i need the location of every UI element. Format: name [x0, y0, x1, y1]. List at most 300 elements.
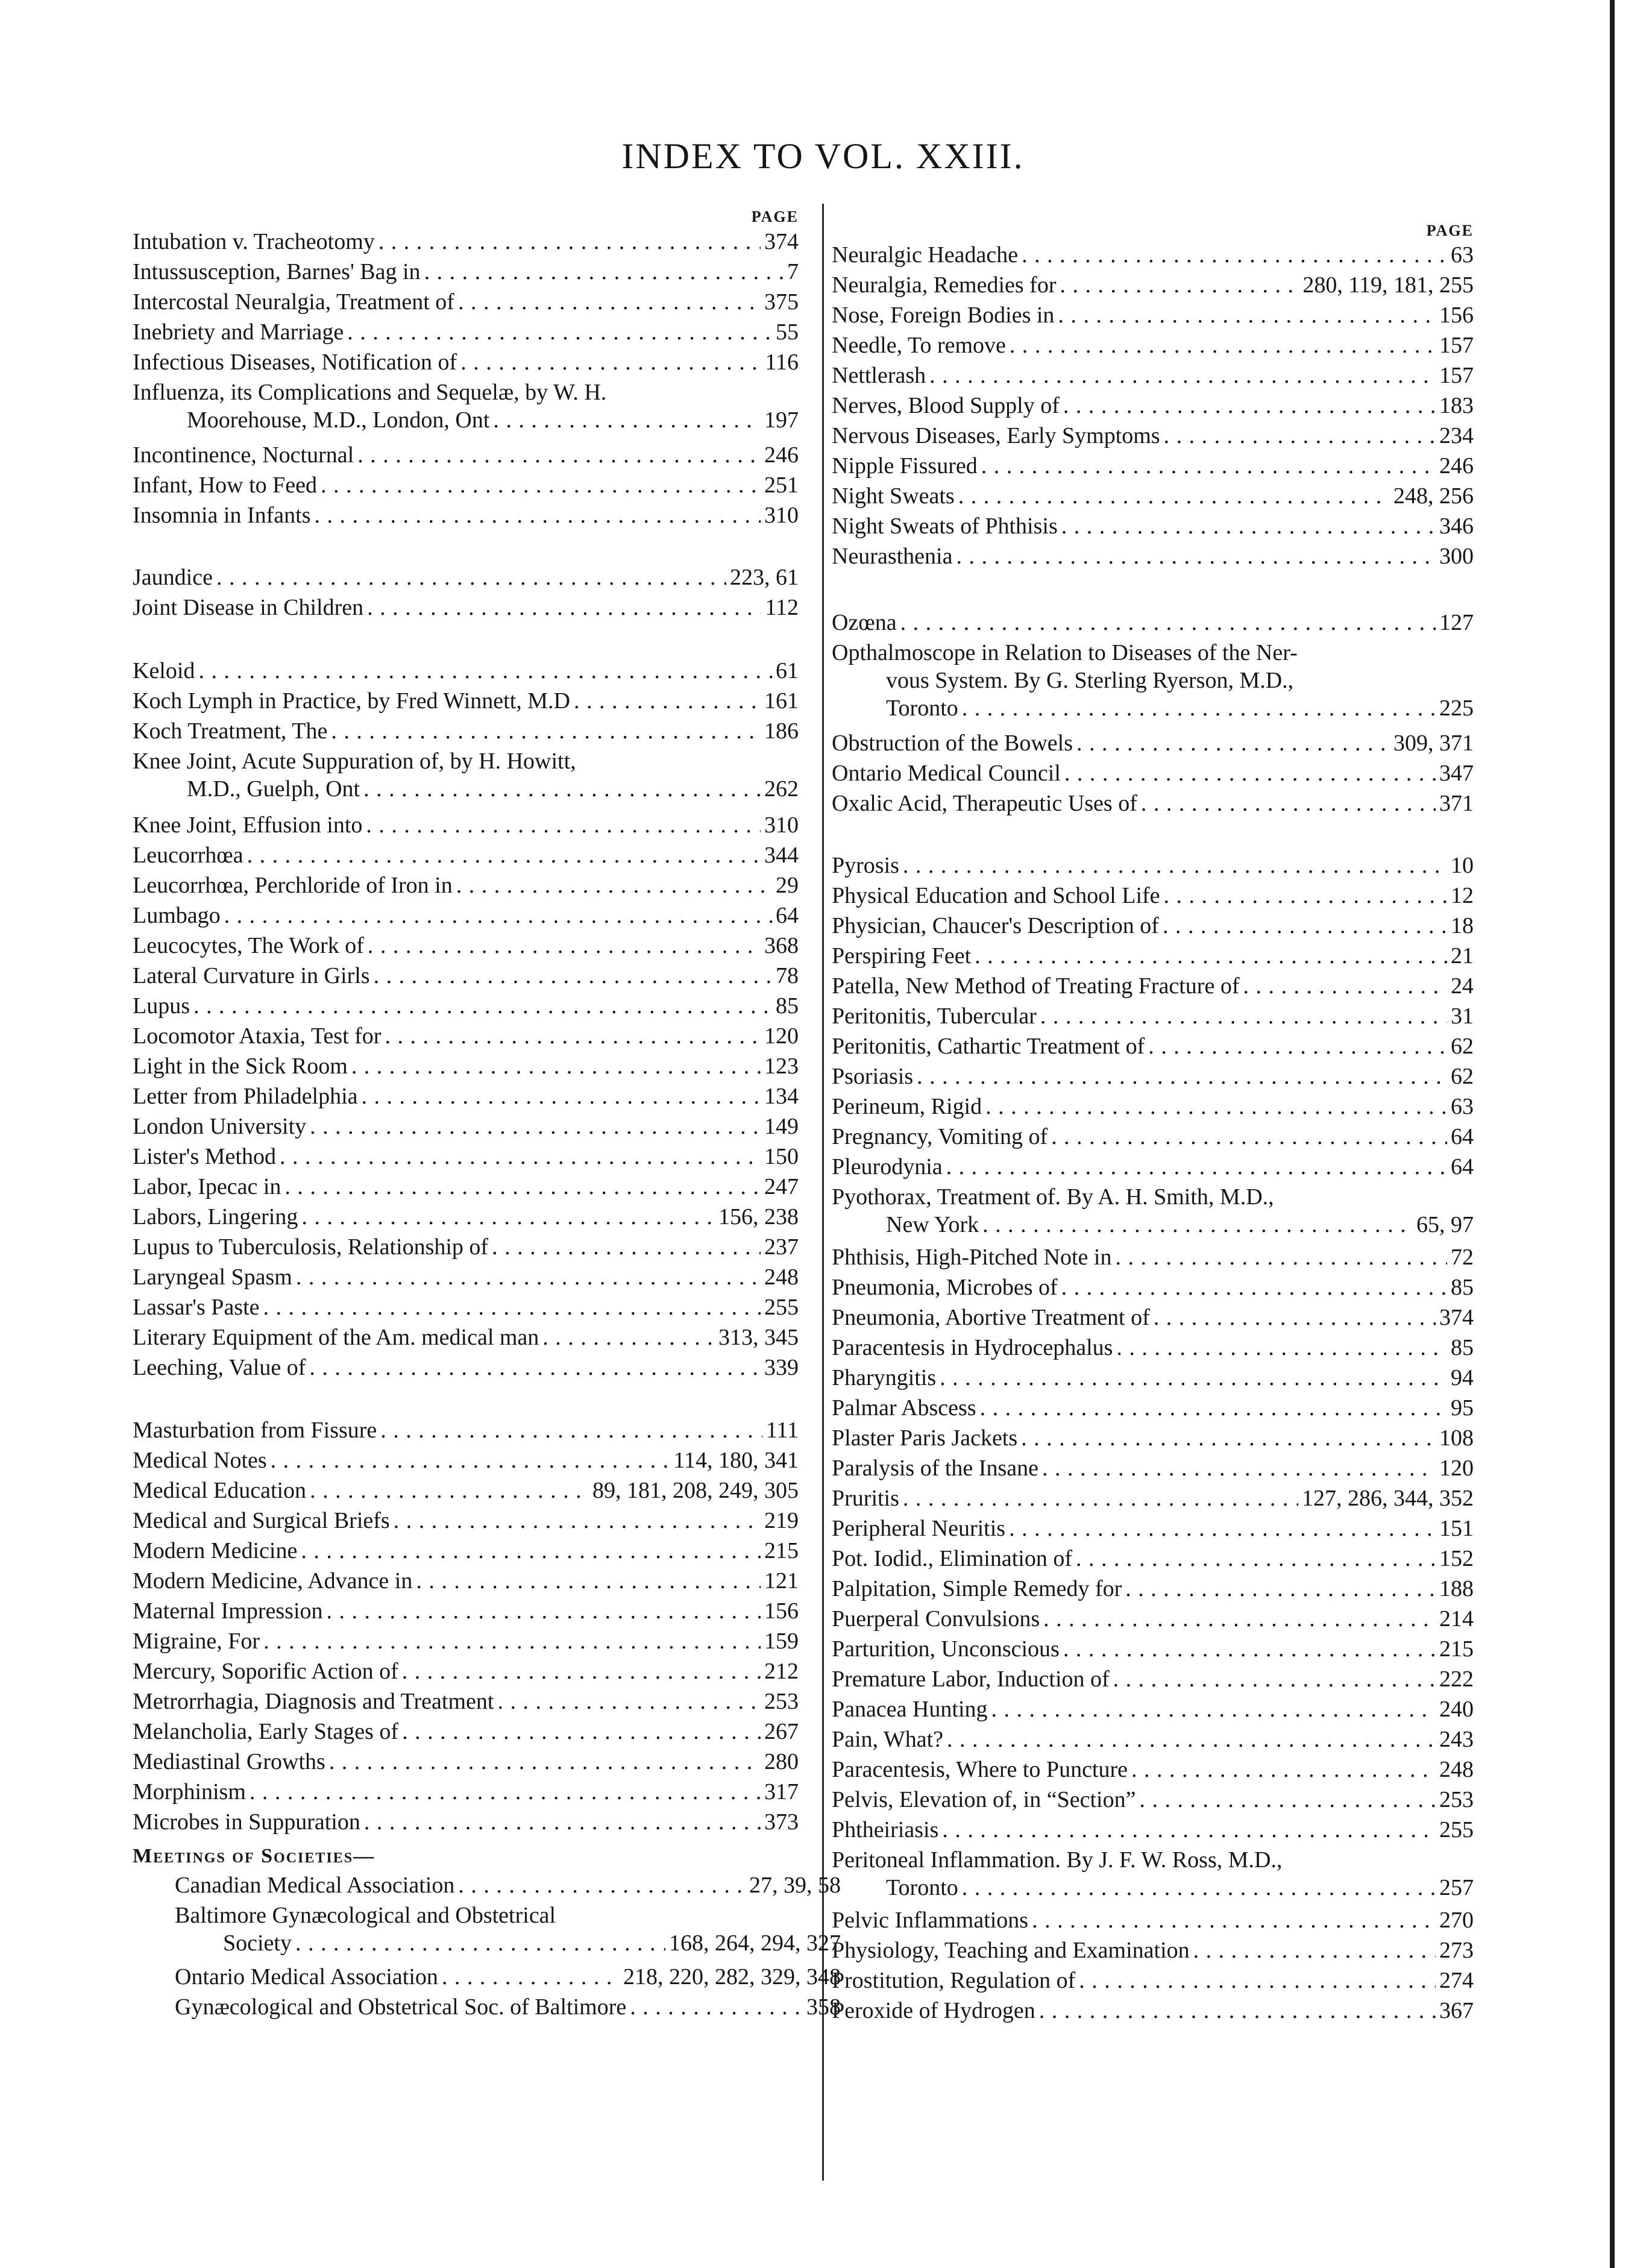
index-entry-label: Morphinism: [133, 1779, 246, 1805]
index-entry-page: 27, 39, 58: [749, 1873, 841, 1898]
index-entry-label: Ozœna: [832, 610, 897, 635]
leader-dots: [458, 288, 761, 316]
index-entry-label: Pyrosis: [832, 853, 899, 878]
index-entry-page: 358: [806, 1994, 841, 2020]
leader-dots: [1022, 241, 1447, 269]
leader-dots: [379, 228, 761, 256]
index-entry-page: 120: [764, 1023, 799, 1049]
leader-dots: [271, 1447, 670, 1474]
index-entry-page: 240: [1439, 1697, 1474, 1722]
index-entry-page: 29: [776, 873, 799, 898]
leader-dots: [198, 657, 772, 685]
index-entry-label: Letter from Philadelphia: [133, 1084, 358, 1109]
index-entry: [832, 1665, 1474, 1693]
index-entry: [832, 1243, 1474, 1271]
index-entry: [832, 882, 1474, 909]
index-entry: [133, 441, 799, 469]
leader-dots: [980, 1394, 1447, 1422]
index-entry-page: 251: [764, 473, 799, 498]
index-entry: [832, 609, 1474, 636]
index-entry: [832, 759, 1474, 787]
index-entry: [832, 1123, 1474, 1151]
index-entry-page: 78: [776, 963, 799, 988]
index-entry-label: Psoriasis: [832, 1064, 914, 1089]
index-entry-label: Maternal Impression: [133, 1598, 323, 1624]
index-entry: [832, 639, 1474, 722]
leader-dots: [263, 1627, 761, 1655]
index-entry-page: 63: [1451, 242, 1474, 268]
index-entry-label: Nose, Foreign Bodies in: [832, 303, 1055, 328]
index-entry: [133, 1173, 799, 1201]
index-entry-label: Koch Lymph in Practice, by Fred Winnett, M.D: [133, 688, 570, 714]
index-entry: [133, 1993, 841, 2021]
index-entry: [133, 1748, 799, 1776]
index-entry-label: Lupus to Tuberculosis, Relationship of: [133, 1234, 489, 1260]
index-entry-label: Neuralgia, Remedies for: [832, 272, 1057, 298]
leader-dots: [247, 841, 761, 869]
index-entry-label: Prostitution, Regulation of: [832, 1968, 1076, 1993]
leader-dots: [982, 1211, 1413, 1239]
index-entry: [832, 1394, 1474, 1422]
leader-dots: [1148, 1032, 1447, 1060]
index-entry-label: Leucocytes, The Work of: [133, 933, 364, 958]
leader-dots: [975, 942, 1447, 970]
leader-dots: [296, 1263, 761, 1291]
index-entry-page: 300: [1439, 544, 1474, 569]
index-entry: [133, 1416, 799, 1444]
index-entry-page: 127: [1439, 610, 1474, 635]
index-entry-label: Needle, To remove: [832, 333, 1006, 358]
index-entry: [832, 1816, 1474, 1844]
index-entry-page: 344: [764, 843, 799, 868]
leader-dots: [1154, 1304, 1436, 1331]
index-entry-label: Insomnia in Infants: [133, 503, 311, 528]
leader-dots: [380, 1416, 762, 1444]
index-entry-page: 317: [764, 1779, 799, 1805]
index-entry-page: 111: [765, 1418, 799, 1443]
leader-dots: [1042, 1454, 1436, 1482]
index-entry: [133, 1113, 799, 1140]
leader-dots: [497, 1688, 761, 1715]
index-entry-label: Masturbation from Fissure: [133, 1418, 377, 1443]
leader-dots: [1064, 759, 1436, 787]
index-entry-label: Nipple Fissured: [832, 453, 978, 479]
index-entry-label: Literary Equipment of the Am. medical man: [133, 1325, 539, 1350]
leader-dots: [363, 775, 761, 803]
index-entry: [133, 1902, 841, 1957]
index-entry-label: Medical Education: [133, 1478, 307, 1503]
index-entry-label: Baltimore Gynæcological and Obstetrical: [175, 1903, 556, 1928]
index-entry-label: Lister's Method: [133, 1144, 276, 1169]
leader-dots: [1131, 1756, 1436, 1783]
index-entry-page: 237: [764, 1234, 799, 1260]
index-entry-page: 85: [1451, 1335, 1474, 1360]
index-entry-page: 257: [1439, 1875, 1474, 1900]
index-entry-page: 21: [1451, 943, 1474, 969]
index-entry: [832, 362, 1474, 389]
index-entry-page: 55: [776, 319, 799, 345]
index-entry-label: Physician, Chaucer's Description of: [832, 913, 1159, 938]
leader-dots: [315, 501, 761, 529]
index-entry-page: 94: [1451, 1365, 1474, 1390]
leader-dots: [962, 694, 1436, 722]
index-entry: [133, 1871, 841, 1899]
index-entry-page: 310: [764, 812, 799, 838]
index-entry: [133, 687, 799, 715]
leader-dots: [1063, 1635, 1436, 1663]
index-entry: [832, 482, 1474, 510]
index-entry-page: 375: [764, 289, 799, 315]
leader-dots: [1010, 331, 1436, 359]
leader-dots: [295, 1929, 665, 1957]
index-entry-page: 156: [1439, 303, 1474, 328]
index-entry-label: Leucorrhœa: [133, 843, 243, 868]
index-entry: [133, 1022, 799, 1050]
index-entry-label: Society: [223, 1930, 292, 1956]
index-entry-page: 373: [764, 1809, 799, 1835]
index-entry-page: 313, 345: [718, 1325, 799, 1350]
index-entry: [832, 1484, 1474, 1512]
index-entry-page: 157: [1439, 363, 1474, 388]
index-entry-label: Pneumonia, Microbes of: [832, 1275, 1058, 1300]
index-entry-label: Palmar Abscess: [832, 1395, 976, 1421]
index-entry-page: 214: [1439, 1606, 1474, 1632]
leader-dots: [368, 932, 761, 960]
leader-dots: [460, 348, 761, 376]
index-entry-label: Night Sweats of Phthisis: [832, 514, 1058, 539]
index-entry-label: Moorehouse, M.D., London, Ont: [187, 407, 490, 433]
index-entry: [133, 1233, 799, 1261]
leader-dots: [351, 1052, 761, 1080]
index-entry-label: Ontario Medical Association: [175, 1964, 438, 1990]
leader-dots: [1079, 1967, 1436, 1994]
index-entry: [133, 1718, 799, 1745]
leader-dots: [991, 1695, 1436, 1723]
leader-dots: [362, 1082, 761, 1110]
index-entry: [133, 258, 799, 286]
leader-dots: [947, 1726, 1436, 1753]
leader-dots: [1060, 271, 1299, 299]
index-entry-page: 197: [764, 407, 799, 433]
index-entry: [133, 501, 799, 529]
index-entry: [133, 872, 799, 899]
index-entry-label: Pain, What?: [832, 1727, 944, 1752]
index-entry-label: Leucorrhœa, Perchloride of Iron in: [133, 873, 453, 898]
leader-dots: [424, 258, 784, 286]
index-entry: [832, 241, 1474, 269]
index-entry-label: Intubation v. Tracheotomy: [133, 229, 375, 254]
index-entry-label: Leeching, Value of: [133, 1355, 306, 1380]
leader-dots: [900, 609, 1436, 636]
index-entry: [832, 512, 1474, 540]
index-entry-label: Opthalmoscope in Relation to Diseases of the Ner-: [832, 640, 1298, 665]
index-entry: [133, 932, 799, 960]
index-entry-label: Modern Medicine, Advance in: [133, 1568, 413, 1594]
leader-dots: [1076, 729, 1390, 757]
index-entry-page: 253: [1439, 1787, 1474, 1812]
index-entry: [832, 271, 1474, 299]
leader-dots: [940, 1364, 1447, 1392]
index-entry-page: 31: [1451, 1004, 1474, 1029]
index-entry-page: 248: [1439, 1757, 1474, 1782]
index-entry-label: Lateral Curvature in Girls: [133, 963, 370, 988]
index-entry-label: London University: [133, 1114, 307, 1139]
leader-dots: [929, 362, 1436, 389]
leader-dots: [1076, 1545, 1436, 1572]
index-entry-page: 374: [764, 229, 799, 254]
index-entry: [133, 1688, 799, 1715]
index-entry: [133, 1597, 799, 1625]
leader-dots: [1115, 1243, 1447, 1271]
index-entry-label: Medical Notes: [133, 1448, 267, 1473]
index-entry-page: 157: [1439, 333, 1474, 358]
index-entry-page: 267: [764, 1719, 799, 1744]
leader-dots: [630, 1993, 803, 2021]
index-entry: [832, 1454, 1474, 1482]
leader-dots: [1139, 1786, 1436, 1814]
index-entry: [832, 1334, 1474, 1362]
index-entry: [832, 542, 1474, 570]
index-entry: [832, 1002, 1474, 1030]
leader-dots: [329, 1748, 761, 1776]
leader-dots: [367, 594, 761, 621]
index-entry-label: Canadian Medical Association: [175, 1873, 455, 1898]
leader-dots: [1040, 1002, 1447, 1030]
leader-dots: [1021, 1424, 1436, 1452]
index-entry: [832, 452, 1474, 480]
index-entry: [832, 1063, 1474, 1090]
index-entry: [133, 1778, 799, 1806]
index-entry: [832, 1967, 1474, 1994]
index-entry-page: 121: [764, 1568, 799, 1594]
index-entry: [133, 747, 799, 803]
leader-dots: [985, 1093, 1447, 1120]
leader-dots: [1113, 1665, 1436, 1693]
index-entry-page: 347: [1439, 761, 1474, 786]
index-entry-page: 374: [1439, 1305, 1474, 1330]
index-entry: [133, 1808, 799, 1836]
index-entry-page: 339: [764, 1355, 799, 1380]
index-entry: [133, 1293, 799, 1321]
leader-dots: [327, 1597, 761, 1625]
index-entry-label: Neuralgic Headache: [832, 242, 1019, 268]
leader-dots: [1141, 790, 1436, 817]
index-entry-label: Infectious Diseases, Notification of: [133, 350, 457, 375]
index-entry-page: 12: [1451, 883, 1474, 908]
index-entry-page: 219: [764, 1508, 799, 1533]
index-entry-page: 7: [787, 259, 799, 284]
index-entry-label: Panacea Hunting: [832, 1697, 988, 1722]
leader-dots: [903, 852, 1447, 879]
index-entry: [133, 288, 799, 316]
index-entry-page: 116: [765, 350, 799, 375]
leader-dots: [981, 452, 1436, 480]
index-entry-page: 62: [1451, 1034, 1474, 1059]
index-entry-label: Intussusception, Barnes' Bag in: [133, 259, 421, 284]
index-entry-label: Keloid: [133, 658, 195, 683]
index-entry: [133, 379, 799, 434]
index-entry-label: Light in the Sick Room: [133, 1054, 348, 1079]
index-entry-label: Neurasthenia: [832, 544, 953, 569]
index-entry: [133, 841, 799, 869]
index-entry-page: 248: [764, 1264, 799, 1290]
index-entry: [832, 1635, 1474, 1663]
index-entry-page: 255: [764, 1295, 799, 1320]
index-entry-label: Phtheiriasis: [832, 1817, 939, 1842]
index-entry-page: 248, 256: [1393, 483, 1474, 509]
index-entry-label: Peritonitis, Tubercular: [832, 1004, 1037, 1029]
leader-dots: [366, 811, 761, 839]
index-entry: [133, 1477, 799, 1504]
index-entry: [133, 992, 799, 1020]
index-entry-page: 218, 220, 282, 329, 348: [623, 1964, 841, 1990]
leader-dots: [1051, 1123, 1447, 1151]
leader-dots: [574, 687, 761, 715]
index-entry-page: 65, 97: [1416, 1212, 1474, 1237]
index-entry: [133, 1324, 799, 1351]
index-entry-label: Pelvic Inflammations: [832, 1908, 1029, 1933]
index-entry-page: 62: [1451, 1064, 1474, 1089]
index-entry: [832, 301, 1474, 329]
index-entry-label: Nettlerash: [832, 363, 926, 388]
index-entry: [832, 331, 1474, 359]
index-entry: [832, 1093, 1474, 1120]
index-entry-page: 368: [764, 933, 799, 958]
index-entry-label: Influenza, its Complications and Sequelæ, by W. H.: [133, 380, 607, 405]
index-entry-label: Pot. Iodid., Elimination of: [832, 1546, 1072, 1571]
index-entry-label: Peritonitis, Cathartic Treatment of: [832, 1034, 1145, 1059]
index-entry-label: Locomotor Ataxia, Test for: [133, 1023, 382, 1049]
index-entry-page: 246: [1439, 453, 1474, 479]
index-entry: [832, 1183, 1474, 1239]
leader-dots: [1061, 1274, 1447, 1301]
index-entry-label: New York: [886, 1212, 979, 1237]
leader-dots: [321, 471, 761, 499]
index-entry-page: 61: [776, 658, 799, 683]
index-entry: [832, 1424, 1474, 1452]
index-entry-page: 243: [1439, 1727, 1474, 1752]
page-column-header: PAGE: [1426, 222, 1474, 239]
leader-dots: [958, 482, 1390, 510]
leader-dots: [284, 1173, 761, 1201]
index-entry-page: 280, 119, 181, 255: [1302, 272, 1474, 298]
index-entry: [832, 1364, 1474, 1392]
index-entry-page: 371: [1439, 791, 1474, 816]
index-entry-page: 215: [764, 1538, 799, 1563]
index-entry-label: Mediastinal Growths: [133, 1749, 325, 1774]
index-entry: [832, 852, 1474, 879]
leader-dots: [1243, 972, 1447, 1000]
index-entry-label: Pelvis, Elevation of, in “Section”: [832, 1787, 1136, 1812]
index-entry: [133, 1354, 799, 1381]
index-entry-label: Night Sweats: [832, 483, 955, 509]
leader-dots: [1164, 422, 1436, 450]
index-entry: [832, 1786, 1474, 1814]
index-entry-label: Melancholia, Early Stages of: [133, 1719, 399, 1744]
index-entry: [133, 1657, 799, 1685]
index-entry-page: 64: [776, 903, 799, 928]
index-entry: [832, 1545, 1474, 1572]
leader-dots: [1061, 512, 1436, 540]
index-entry-label: Mercury, Soporific Action of: [133, 1659, 398, 1684]
leader-dots: [956, 542, 1436, 570]
leader-dots: [917, 1063, 1447, 1090]
index-entry-page: 367: [1439, 1998, 1474, 2023]
index-entry-label: Oxalic Acid, Therapeutic Uses of: [832, 791, 1137, 816]
index-entry-label: Pleurodynia: [832, 1154, 943, 1180]
index-entry: [832, 1304, 1474, 1331]
index-entry-label: Migraine, For: [133, 1629, 260, 1654]
index-entry-label: Premature Labor, Induction of: [832, 1666, 1110, 1692]
index-entry-label: Microbes in Suppuration: [133, 1809, 360, 1835]
leader-dots: [263, 1293, 761, 1321]
index-entry-page: 159: [764, 1629, 799, 1654]
index-entry-page: 64: [1451, 1154, 1474, 1180]
index-entry: [832, 422, 1474, 450]
leader-dots: [1039, 1997, 1436, 2025]
leader-dots: [1032, 1906, 1436, 1934]
index-entry-page: 223, 61: [730, 565, 799, 590]
index-entry-label: Paralysis of the Insane: [832, 1456, 1038, 1481]
index-entry-label: Pruritis: [832, 1486, 899, 1511]
leader-dots: [385, 1022, 761, 1050]
index-entry: [832, 1846, 1474, 1902]
index-entry-page: 246: [764, 442, 799, 468]
index-entry-page: 212: [764, 1659, 799, 1684]
index-entry-page: 10: [1451, 853, 1474, 878]
index-entry: [133, 1143, 799, 1170]
section-heading-label: Meetings of Societies—: [133, 1845, 375, 1867]
index-entry-page: 225: [1439, 696, 1474, 721]
index-entry: [133, 962, 799, 990]
leader-dots: [310, 1477, 589, 1504]
leader-dots: [1164, 882, 1447, 909]
index-entry-label: Plaster Paris Jackets: [832, 1425, 1018, 1451]
index-entry-page: 222: [1439, 1666, 1474, 1692]
index-entry-page: 64: [1451, 1124, 1474, 1149]
index-entry: [832, 1032, 1474, 1060]
index-entry: [832, 1756, 1474, 1783]
index-entry-label: Physical Education and School Life: [832, 883, 1160, 908]
leader-dots: [347, 318, 772, 346]
index-entry-label: Toronto: [886, 1875, 958, 1900]
index-entry-label: Paracentesis, Where to Puncture: [832, 1757, 1128, 1782]
leader-dots: [458, 1871, 746, 1899]
index-entry-label: Pneumonia, Abortive Treatment of: [832, 1305, 1150, 1330]
index-entry: [133, 1537, 799, 1565]
index-entry: [133, 1052, 799, 1080]
index-entry-page: 18: [1451, 913, 1474, 938]
index-entry: [832, 912, 1474, 940]
index-entry: [133, 1507, 799, 1535]
leader-dots: [364, 1808, 761, 1836]
index-entry: [832, 942, 1474, 970]
index-entry-page: 183: [1439, 393, 1474, 418]
index-entry-page: 310: [764, 503, 799, 528]
index-entry-label: Physiology, Teaching and Examination: [832, 1938, 1190, 1963]
leader-dots: [310, 1113, 761, 1140]
leader-dots: [456, 872, 772, 899]
leader-dots: [374, 962, 772, 990]
index-entry-label: Knee Joint, Effusion into: [133, 812, 363, 838]
index-entry-page: 123: [764, 1054, 799, 1079]
index-entry-label: Incontinence, Nocturnal: [133, 442, 354, 468]
index-entry-page: 72: [1451, 1245, 1474, 1270]
index-entry-label: Parturition, Unconscious: [832, 1636, 1060, 1662]
leader-dots: [280, 1143, 761, 1170]
index-entry-page: 273: [1439, 1938, 1474, 1963]
index-entry-label: Laryngeal Spasm: [133, 1264, 292, 1290]
